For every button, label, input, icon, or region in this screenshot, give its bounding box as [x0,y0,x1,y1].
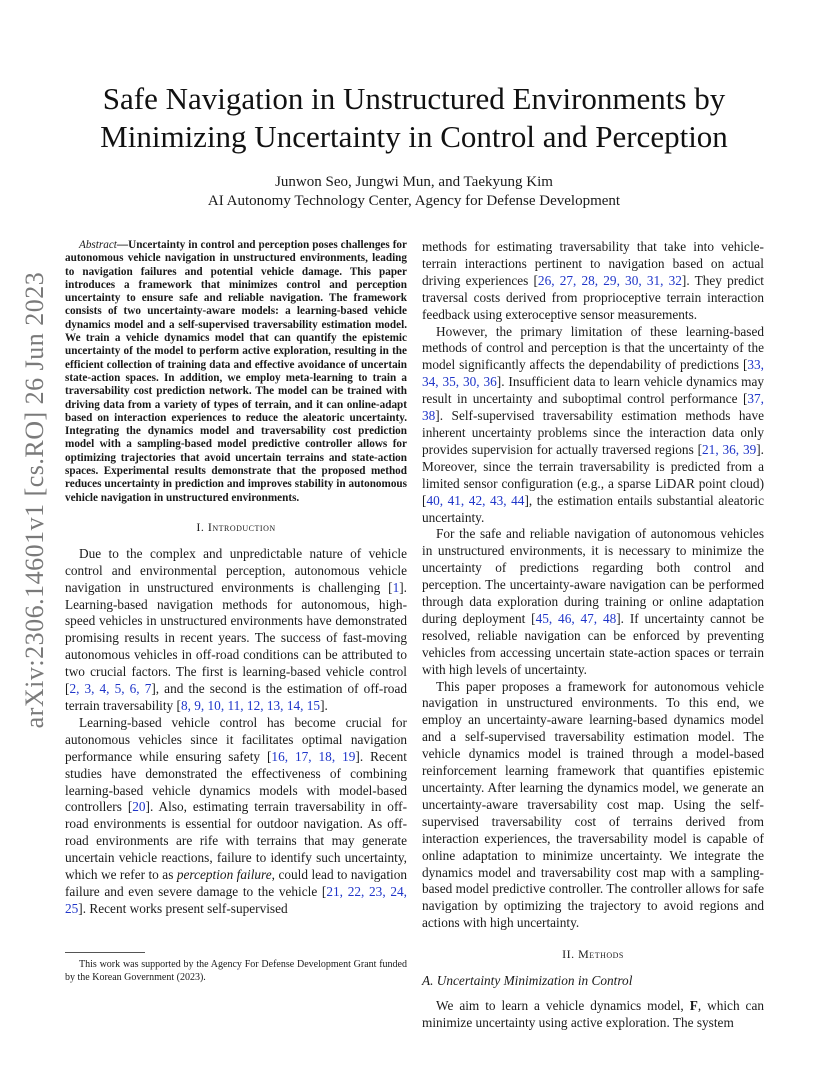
abstract-label: Abstract [79,239,117,251]
author-names: Junwon Seo, Jungwi Mun, and Taekyung Kim [275,174,553,190]
citation-link[interactable]: 2, 3, 4, 5, 6, 7 [69,681,152,697]
arxiv-identifier: arXiv:2306.14601v1 [cs.RO] 26 Jun 2023 [20,271,49,729]
citation-link[interactable]: 26, 27, 28, 29, 30, 31, 32 [537,272,682,288]
author-block [60,173,768,211]
right-paragraph-4: This paper proposes a framework for autonomous vehicle navigation in unstructured environments. To this end, we employ an uncertainty-aware learning-based dynamics model and a self-supervised traversability estimation model. The vehicle dynamics model is trained through a model-based reinforcement learning framework that quantifies epistemic uncertainty. After learning the dynamics model, we generate an uncertainty-aware traversability cost map. Using the self-supervised traversability cost of terrains derived from interaction experiences, the traversability model is capable of online adaptation to minimize uncertainty. We integrate the dynamics model and traversability cost map with a sampling-based model predictive controller. The controller allows for safe navigation by optimizing the trajectory to avoid regions and actions with high uncertainty. [422,678,764,931]
footnote-rule [65,952,145,953]
citation-link[interactable]: 21, 22, 23, 24, 25 [65,883,407,916]
citation-link[interactable]: 1 [392,579,400,595]
author-affiliation: AI Autonomy Technology Center, Agency for Defense Development [207,193,621,209]
methods-paragraph-1: We aim to learn a vehicle dynamics model, F, which can minimize uncertainty using active exploration. The system [422,997,764,1030]
right-paragraph-2: However, the primary limitation of these learning-based methods of control and perception is that the uncertainty of the model significantly affects the dependability of predictions [33, 34, 35, 30, 36]. Insufficient data to learn vehicle dynamics may result in uncertainty and suboptimal control performance [37, 38]. Self-supervised traversability estimation methods have inherent uncertainty problems since the interaction data only provides supervision for actually traversed regions [21, 36, 39]. Moreover, since the terrain traversability is predicted from a limited sensor configuration (e.g., a sparse LiDAR point cloud) [40, 41, 42, 43, 44], the estimation entails substantial aleatoric uncertainty. [422,323,765,525]
funding-footnote: This work was supported by the Agency For Defense Development Grant funded by the Korean Government (2023). [65,959,407,983]
citation-link[interactable]: 33, 34, 35, 30, 36 [422,357,764,390]
abstract [65,239,407,505]
paper-title [60,80,768,156]
citation-link[interactable]: 37, 38 [422,391,764,424]
intro-paragraph-1: Due to the complex and unpredictable nature of vehicle control and environmental perception, autonomous vehicle navigation in unstructured environments is challenging [1]. Learning-based navigation methods for autonomous, high-speed vehicles in unstructured environments have demonstrated promising results in recent years. The success of fast-moving autonomous vehicles in off-road conditions can be attributed to two crucial factors. The first is learning-based vehicle control [2, 3, 4, 5, 6, 7], and the second is the estimation of off-road terrain traversability [8, 9, 10, 11, 12, 13, 14, 15]. [65,545,407,713]
title-line-2: Minimizing Uncertainty in Control and Perception [100,119,728,154]
citation-link[interactable]: 45, 46, 47, 48 [535,610,617,626]
section-introduction-heading: I. Introduction [196,519,276,534]
right-column [422,239,764,1032]
right-paragraph-1: methods for estimating traversability that take into vehicle-terrain interactions pertinent to navigation based on actual driving experiences [26, 27, 28, 29, 30, 31, 32]. They predict traversal costs derived from proprioceptive terrain interaction feedback using exteroceptive sensor measurements. [422,239,764,322]
left-column [65,239,407,918]
title-line-1: Safe Navigation in Unstructured Environments by [102,81,726,116]
citation-link[interactable]: 20 [132,799,146,815]
right-paragraph-3: For the safe and reliable navigation of autonomous vehicles in unstructured environments, it is necessary to minimize the uncertainty of predictions regarding both control and perception. The uncertainty-aware navigation can be performed through data exploration during training or online adaptation during deployment [45, 46, 47, 48]. If uncertainty cannot be resolved, reliable navigation can be enforced by preventing vehicles from accessing uncertain state-action spaces or terrain with high levels of uncertainty. [422,526,764,677]
section-methods-heading: II. Methods [562,947,624,962]
citation-link[interactable]: 21, 36, 39 [702,441,757,457]
intro-paragraph-2: Learning-based vehicle control has become crucial for autonomous vehicles since it facilitates optimal navigation performance while ensuring safety [16, 17, 18, 19]. Recent studies have demonstrated the effectiveness of combining learning-based vehicle dynamics models with model-based controllers [20]. Also, estimating terrain traversability in off-road environments is essential for outdoor navigation. As off-road environments are rife with terrains that may generate uncertain vehicle reactions, failure to identify such uncertainty, which we refer to as perception failure, could lead to navigation failure and even severe damage to the vehicle [21, 22, 23, 24, 25]. Recent works present self-supervised [65,714,408,916]
citation-link[interactable]: 40, 41, 42, 43, 44 [426,492,525,508]
subsection-heading: A. Uncertainty Minimization in Control [422,973,633,989]
citation-link[interactable]: 16, 17, 18, 19 [271,748,356,764]
abstract-text: —Uncertainty in control and perception poses challenges for autonomous vehicle navigation in unstructured environments, leading to navigation failures and potential vehicle damage. This paper introduces a framework that minimizes control and perception uncertainty to ensure safe and reliable navigation. The framework consists of two uncertainty-aware models: a learning-based vehicle dynamics model and a self-supervised traversability estimation model. We train a vehicle dynamics model that can quantify the epistemic uncertainty of the model to perform active exploration, resulting in the efficient collection of training data and effective avoidance of uncertain state-action spaces. In addition, we employ meta-learning to train a traversability cost prediction network. The model can be trained with driving data from a variety of types of terrain, and it can online-adapt based on interaction experiences to reduce the aleatoric uncertainty. Integrating the dynamics model and traversability cost prediction model with a sampling-based model predictive controller allows for optimizing trajectories that avoid uncertain terrains and state-action spaces. Experimental results demonstrate that the proposed method reduces uncertainty in prediction and improves stability in autonomous vehicle navigation in unstructured environments. [65,239,407,504]
citation-link[interactable]: 8, 9, 10, 11, 12, 13, 14, 15 [180,698,321,713]
